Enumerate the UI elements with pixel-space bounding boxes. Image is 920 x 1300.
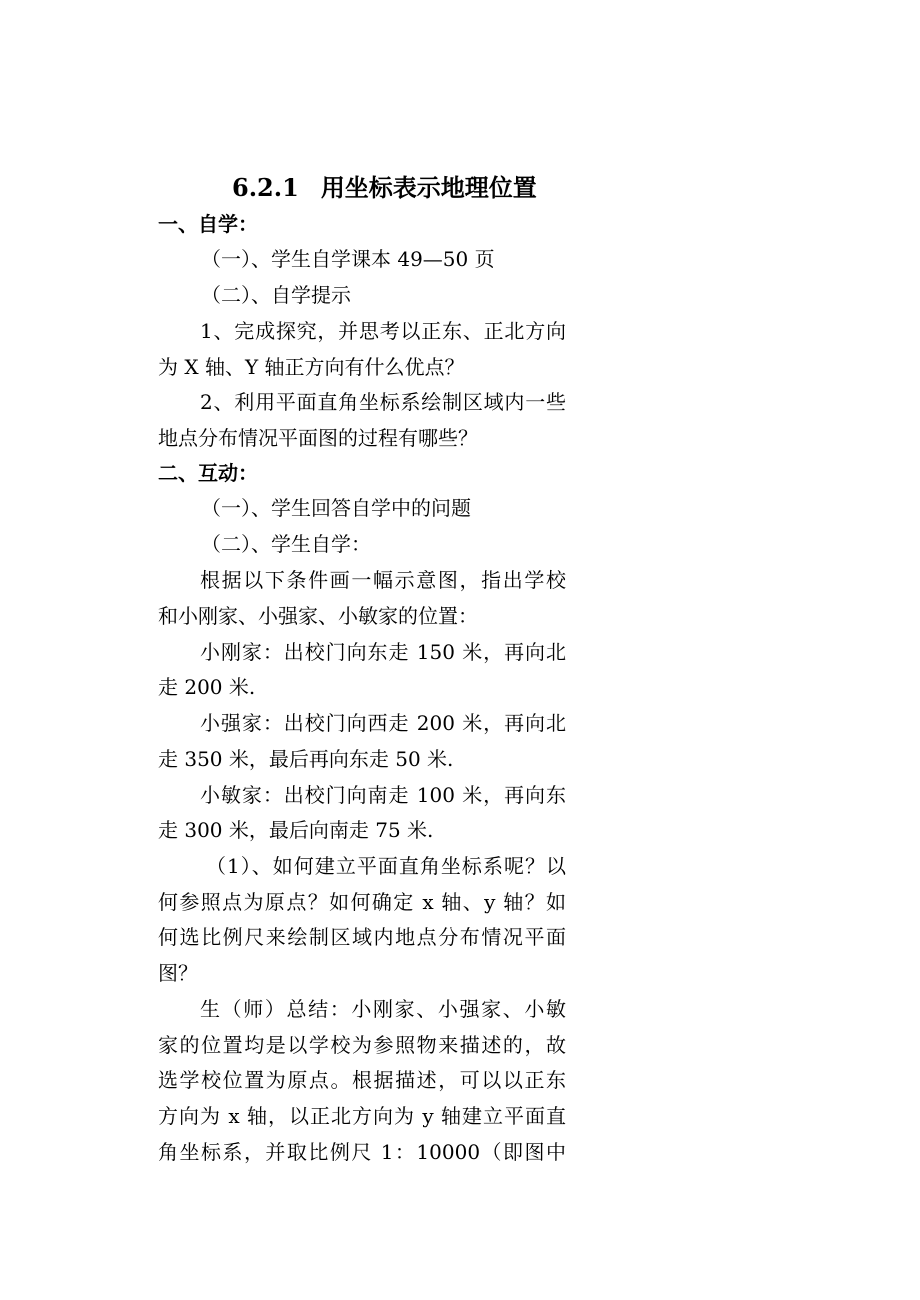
text-line: 何参照点为原点？如何确定 x 轴、y 轴？如 bbox=[158, 890, 566, 914]
text-line: 1、完成探究，并思考以正东、正北方向 bbox=[200, 319, 566, 343]
text-line: （二）、自学提示 bbox=[201, 283, 351, 307]
title-number: 6.2.1 bbox=[232, 173, 299, 202]
text-line: 和小刚家、小强家、小敏家的位置： bbox=[158, 604, 478, 628]
section-heading-self-study: 一、自学： bbox=[158, 212, 258, 236]
text-line: 小强家：出校门向西走 200 米，再向北 bbox=[200, 711, 566, 735]
section-heading-interaction: 二、互动： bbox=[158, 461, 258, 485]
text-line: 为 X 轴、Y 轴正方向有什么优点？ bbox=[158, 355, 465, 379]
text-line: 小刚家：出校门向东走 150 米，再向北 bbox=[200, 640, 566, 664]
text-line: 家的位置均是以学校为参照物来描述的，故 bbox=[158, 1033, 566, 1057]
text-line: 地点分布情况平面图的过程有哪些？ bbox=[158, 426, 478, 450]
text-line: 图？ bbox=[158, 961, 198, 985]
text-line: 2、利用平面直角坐标系绘制区域内一些 bbox=[200, 390, 566, 414]
text-line: （一）、学生回答自学中的问题 bbox=[201, 496, 471, 520]
text-line: 小敏家：出校门向南走 100 米，再向东 bbox=[200, 783, 566, 807]
page-title bbox=[232, 170, 537, 206]
text-line: 生（师）总结：小刚家、小强家、小敏 bbox=[200, 997, 566, 1021]
text-line: （1）、如何建立平面直角坐标系呢？以 bbox=[206, 854, 566, 878]
text-line: 走 350 米，最后再向东走 50 米. bbox=[158, 747, 454, 771]
text-line: 方向为 x 轴，以正北方向为 y 轴建立平面直 bbox=[158, 1104, 566, 1128]
text-line: （二）、学生自学： bbox=[201, 532, 371, 556]
text-line: 走 300 米，最后向南走 75 米. bbox=[158, 818, 434, 842]
text-line: 角坐标系，并取比例尺 1：10000（即图中 bbox=[158, 1140, 566, 1164]
text-line: 何选比例尺来绘制区域内地点分布情况平面 bbox=[158, 925, 566, 949]
text-line: 根据以下条件画一幅示意图，指出学校 bbox=[200, 568, 566, 592]
title-text: 用坐标表示地理位置 bbox=[320, 173, 537, 202]
text-line: （一）、学生自学课本 49—50 页 bbox=[201, 247, 495, 271]
text-line: 走 200 米. bbox=[158, 675, 256, 699]
text-line: 选学校位置为原点。根据描述，可以以正东 bbox=[158, 1068, 566, 1092]
